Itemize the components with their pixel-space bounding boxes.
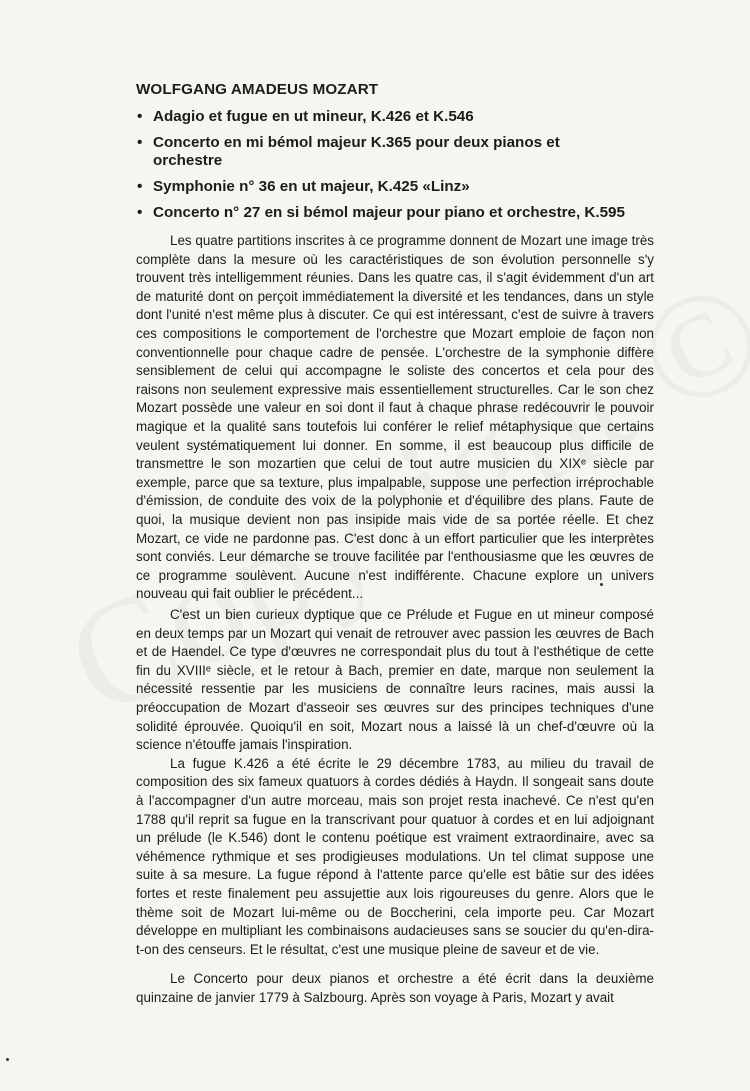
composer-heading: WOLFGANG AMADEUS MOZART xyxy=(136,81,379,98)
paragraph: Le Concerto pour deux pianos et orchestre a été écrit dans la deuxième quinzaine de janvier 1779 à Salzbourg. Après son voyage à Paris, Mozart y avait xyxy=(136,971,654,1005)
bullet-icon: • xyxy=(137,134,143,151)
work-title: Symphonie n° 36 en ut majeur, K.425 «Linz» xyxy=(153,178,470,195)
bullet-icon: • xyxy=(137,178,143,195)
speck xyxy=(6,1058,9,1061)
body-text-section-1 xyxy=(136,232,654,604)
paragraph: Les quatre partitions inscrites à ce programme donnent de Mozart une image très complète dans la mesure où les caractéristiques de son évolution personnelle s'y trouvent très intelligemment réunies. Dans les quatre cas, il s'agit évidemment d'un art de maturité dont on perçoit immédiatement la diversité et les tendances, dans un style dont l'unité n'est même plus à discuter. Ce qui est intéressant, c'est de suivre à travers ces compositions le comportement de l'orchestre que Mozart emploie de façon non conventionnelle pour chaque cadre de pensée. L'orchestre de la symphonie diffère sensiblement de celui qui accompagne le soliste des concertos et cela pour des raisons non seulement expressive mais essentiellement structurelles. Car le son chez Mozart possède une valeur en soi dont il faut à chaque phrase redécouvrir le pouvoir magique et la qualité sans toutefois lui conférer le relief métaphysique que certains veulent systématiquement lui donner. En somme, il est beaucoup plus difficile de transmettre le son mozartien que celui de tout autre musicien du XIXᵉ siècle par exemple, parce que sa texture, plus impalpable, suppose une perfection irréprochable d'émission, de conduite des voix de la polyphonie et d'équilibre des plans. Faute de quoi, la musique devient non pas insipide mais vide de sa portée réelle. Et chez Mozart, ce vide ne pardonne pas. C'est donc à un effort particulier que les interprètes sont conviés. Leur démarche se trouve facilitée par l'enthousiasme que les œuvres de ce programme soulèvent. Aucune n'est indifférente. Chacune explore un univers nouveau qui fait oublier le précédent... xyxy=(136,233,654,602)
works-list xyxy=(136,108,696,230)
speck xyxy=(600,583,603,586)
work-item xyxy=(136,178,696,196)
work-title: Concerto n° 27 en si bémol majeur pour piano et orchestre, K.595 xyxy=(153,204,625,221)
bullet-icon: • xyxy=(137,204,143,221)
paragraph: La fugue K.426 a été écrite le 29 décembre 1783, au milieu du travail de composition des six fameux quatuors à cordes dédiés à Haydn. Il songeait sans doute à l'accompagner d'un autre morceau, mais son projet resta inachevé. Ce n'est qu'en 1788 qu'il reprit sa fugue en la transcrivant pour quatuor à cordes et en lui adjoignant un prélude (le K.546) dont le contenu poétique est vraiment extraordinaire, avec sa véhémence rythmique et ses prodigieuses modulations. Un tel climat suppose une suite à sa mesure. La fugue répond à l'attente parce qu'elle est bâtie sur des idées fortes et reste finalement peu assujettie aux lois rigoureuses du genre. Alors que le thème soit de Mozart lui-même ou de Boccherini, cela importe peu. Car Mozart développe en multipliant les combinaisons audacieuses sans se soucier du qu'en-dira-t-on des censeurs. Et le résultat, c'est une musique pleine de saveur et de vie. xyxy=(136,755,654,957)
work-title: Adagio et fugue en ut mineur, K.426 et K.546 xyxy=(153,108,474,125)
work-item xyxy=(136,204,696,222)
work-item xyxy=(136,134,593,170)
work-item xyxy=(136,108,696,126)
work-title: Concerto en mi bémol majeur K.365 pour deux pianos et orchestre xyxy=(153,134,560,169)
bullet-icon: • xyxy=(137,108,143,125)
body-text-section-2 xyxy=(136,606,654,959)
paragraph: C'est un bien curieux dyptique que ce Prélude et Fugue en ut mineur composé en deux temps par un Mozart qui venait de retrouver avec passion les œuvres de Bach et de Haendel. Ce type d'œuvres ne correspondait plus du tout à l'esthétique de cette fin du XVIIIᵉ siècle, et le retour à Bach, premier en date, marque non seulement la nécessité ressentie par les musiciens de connaître leurs racines, mais aussi la préoccupation de Mozart d'asseoir ses œuvres sur des principes techniques d'une solidité éprouvée. Quoiqu'il en soit, Mozart nous a laissé là un chef-d'œuvre où la science n'étouffe jamais l'inspiration. xyxy=(136,607,654,753)
body-text-section-3 xyxy=(136,970,654,1007)
